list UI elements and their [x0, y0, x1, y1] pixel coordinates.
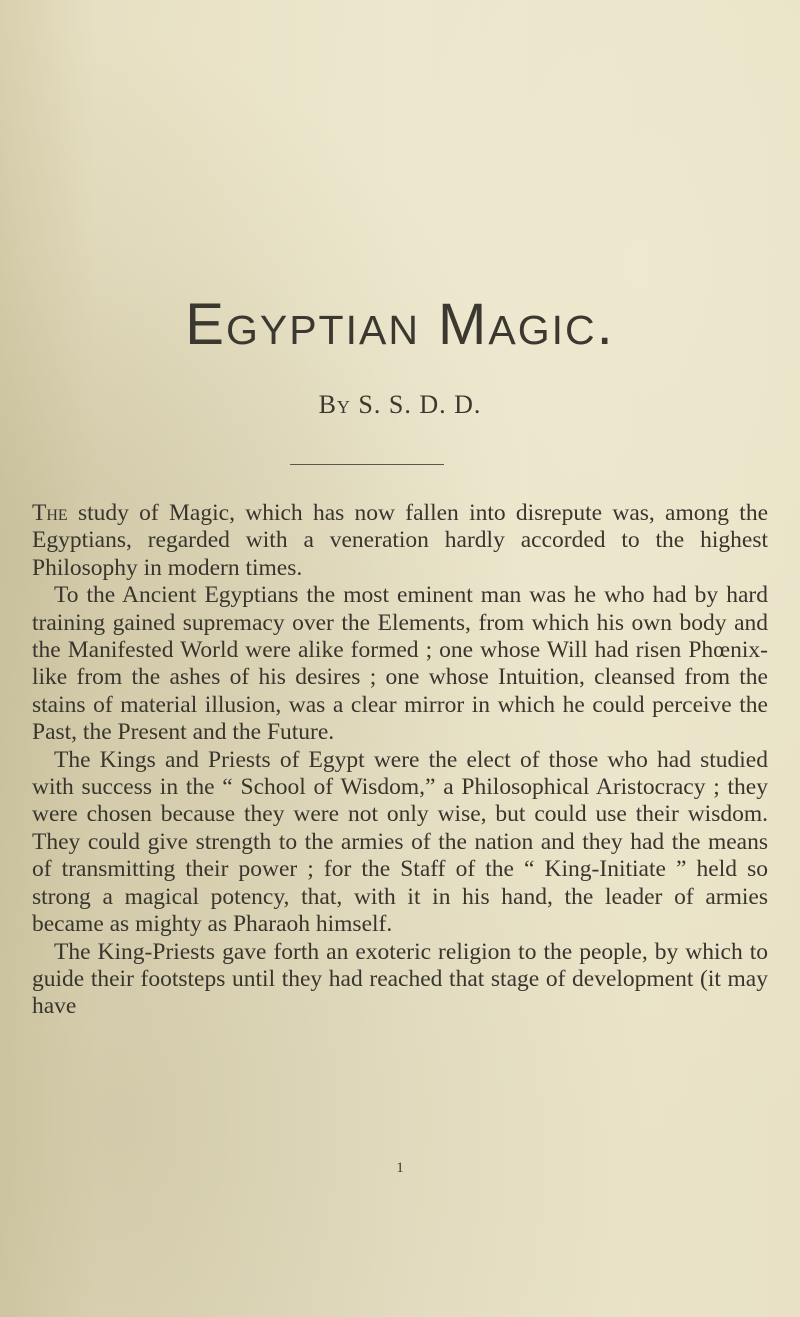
page-title: Egyptian Magic. — [185, 292, 615, 357]
paragraph-3: The Kings and Priests of Egypt were the elect of those who had studied with success in the “ School of Wisdom,” a Philosophical Aristocracy ; they were chosen because they were not only wise, but could use their wisdom. They could give strength to the armies of the nation and they had the means of transmitting their power ; for the Staff of the “ King-Initiate ” held so strong a magical potency, that, with it in his hand, the leader of armies became as mighty as Pharaoh himself. — [32, 746, 768, 938]
page-number: 1 — [396, 1160, 404, 1176]
paragraph-1-text: study of Magic, which has now fallen into disrepute was, among the Egyptians, regarded with a veneration hardly accorded to the highest Philosophy in modern times. — [32, 500, 768, 581]
paragraph-1-lead: The — [32, 500, 68, 526]
author-byline: By S. S. D. D. — [318, 390, 482, 419]
section-divider — [290, 464, 444, 465]
paragraph-4: The King-Priests gave forth an exoteric religion to the people, by which to guide their footsteps until they had reached that stage of development (it may have — [32, 938, 768, 1020]
body-text — [32, 500, 768, 1021]
paragraph-1 — [32, 500, 768, 582]
paragraph-2: To the Ancient Egyptians the most eminent man was he who had by hard training gained supremacy over the Elements, from which his own body and the Manifested World were alike formed ; one whose Will had risen Phœnix-like from the ashes of his desires ; one whose Intuition, cleansed from the stains of material illusion, was a clear mirror in which he could perceive the Past, the Present and the Future. — [32, 582, 768, 746]
